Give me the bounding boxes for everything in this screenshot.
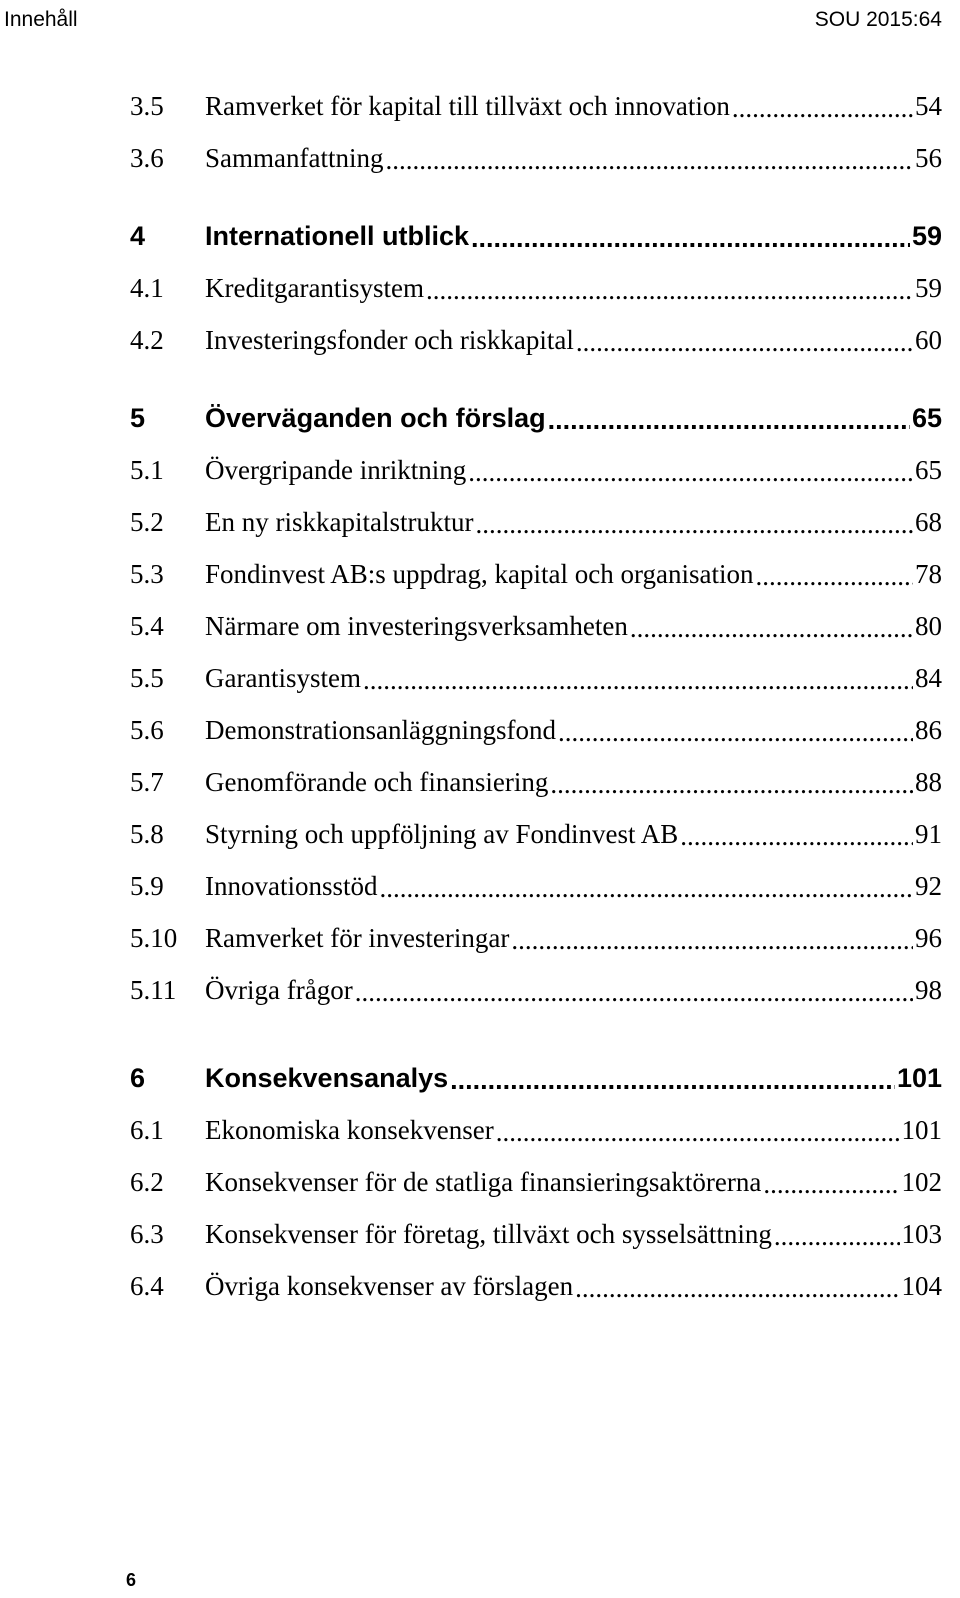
toc-entry-page: 101: [896, 1062, 942, 1093]
dot-leader: [426, 276, 913, 306]
toc-entry-number: 4.2: [130, 325, 164, 355]
toc-entry-title: Konsekvensanalys: [205, 1062, 449, 1093]
toc-section-entry[interactable]: [0, 132, 960, 184]
dot-leader: [548, 406, 910, 436]
toc-section-entry[interactable]: [0, 652, 960, 704]
toc-entry-page: 59: [915, 272, 942, 303]
toc-entry-title: Demonstrationsanläggningsfond: [205, 714, 556, 745]
toc-entry-page: 56: [915, 142, 942, 173]
dot-leader: [755, 562, 913, 592]
toc-entry-title: Övergripande inriktning: [205, 454, 467, 485]
toc-entry-page: 101: [901, 1114, 942, 1145]
toc-entry-page: 60: [915, 324, 942, 355]
toc-entry-page: 103: [901, 1218, 942, 1249]
toc-section-entry[interactable]: [0, 964, 960, 1016]
dot-leader: [468, 458, 913, 488]
toc-entry-title: Konsekvenser för företag, tillväxt och sysselsättning: [205, 1218, 772, 1249]
toc-section-entry[interactable]: [0, 262, 960, 314]
toc-entry-number: 5.11: [130, 975, 177, 1005]
toc-entry-title: Konsekvenser för de statliga finansieringsaktörerna: [205, 1166, 762, 1197]
toc-entry-number: 5.8: [130, 819, 164, 849]
dot-leader: [575, 1274, 899, 1304]
toc-entry-number: 6: [130, 1063, 146, 1093]
toc-entry-title: Övriga konsekvenser av förslagen: [205, 1270, 574, 1301]
dot-leader: [355, 978, 913, 1008]
toc-section-entry[interactable]: [0, 808, 960, 860]
toc-section-entry[interactable]: [0, 1156, 960, 1208]
toc-chapter-entry[interactable]: [0, 1052, 960, 1104]
dot-leader: [774, 1222, 900, 1252]
toc-entry-title: Närmare om investeringsverksamheten: [205, 610, 628, 641]
toc-entry-number: 4: [130, 221, 146, 251]
toc-entry-number: 6.2: [130, 1167, 164, 1197]
toc-entry-title: Överväganden och förslag: [205, 402, 546, 433]
toc-entry-page: 59: [911, 220, 942, 251]
toc-entry-page: 102: [901, 1166, 942, 1197]
toc-entry-title: Ramverket för investeringar: [205, 922, 510, 953]
toc-entry-number: 5.10: [130, 923, 178, 953]
toc-entry-title: Övriga frågor: [205, 974, 353, 1005]
dot-leader: [680, 822, 913, 852]
toc-entry-page: 68: [915, 506, 942, 537]
toc-section-entry[interactable]: [0, 912, 960, 964]
toc-entry-title: Sammanfattning: [205, 142, 384, 173]
toc-entry-page: 54: [915, 90, 942, 121]
dot-leader: [732, 94, 913, 124]
toc-section-entry[interactable]: [0, 314, 960, 366]
toc-entry-title: Ramverket för kapital till tillväxt och innovation: [205, 90, 730, 121]
toc-entry-page: 91: [915, 818, 942, 849]
toc-section-entry[interactable]: [0, 860, 960, 912]
toc-entry-page: 96: [915, 922, 942, 953]
toc-entry-title: Styrning och uppföljning av Fondinvest AB: [205, 818, 679, 849]
toc-entry-title: Internationell utblick: [205, 220, 470, 251]
toc-section-entry[interactable]: [0, 600, 960, 652]
toc-entry-page: 84: [915, 662, 942, 693]
toc-section-entry[interactable]: [0, 1260, 960, 1312]
toc-entry-page: 88: [915, 766, 942, 797]
toc-entry-page: 86: [915, 714, 942, 745]
toc-entry-title: Genomförande och finansiering: [205, 766, 549, 797]
toc-section-entry[interactable]: [0, 444, 960, 496]
toc-entry-number: 5.3: [130, 559, 164, 589]
dot-leader: [385, 146, 913, 176]
running-header-report-id: SOU 2015:64: [814, 8, 942, 31]
toc-entry-title: Garantisystem: [205, 662, 361, 693]
toc-entry-number: 5.4: [130, 611, 164, 641]
toc-entry-number: 6.4: [130, 1271, 164, 1301]
dot-leader: [496, 1118, 900, 1148]
toc-section-entry[interactable]: [0, 1208, 960, 1260]
toc-entry-number: 6.1: [130, 1115, 164, 1145]
toc-entry-page: 92: [915, 870, 942, 901]
toc-entry-number: 5.9: [130, 871, 164, 901]
dot-leader: [380, 874, 914, 904]
toc-entry-page: 78: [915, 558, 942, 589]
toc-entry-number: 3.5: [130, 91, 164, 121]
toc-section-entry[interactable]: [0, 1104, 960, 1156]
toc-entry-title: Ekonomiska konsekvenser: [205, 1114, 494, 1145]
dot-leader: [450, 1066, 895, 1096]
dot-leader: [576, 328, 913, 358]
toc-section-entry[interactable]: [0, 756, 960, 808]
toc-entry-title: Innovationsstöd: [205, 870, 378, 901]
toc-entry-number: 4.1: [130, 273, 164, 303]
toc-entry-page: 65: [915, 454, 942, 485]
toc-entry-title: Fondinvest AB:s uppdrag, kapital och organisation: [205, 558, 754, 589]
dot-leader: [630, 614, 913, 644]
toc-entry-number: 5: [130, 403, 146, 433]
toc-entry-number: 5.6: [130, 715, 164, 745]
toc-section-entry[interactable]: [0, 80, 960, 132]
toc-section-entry[interactable]: [0, 704, 960, 756]
running-header-section: Innehåll: [4, 8, 78, 31]
toc-entry-page: 104: [901, 1270, 942, 1301]
dot-leader: [558, 718, 913, 748]
toc-entry-number: 6.3: [130, 1219, 164, 1249]
toc-entry-number: 5.5: [130, 663, 164, 693]
toc-entry-number: 5.2: [130, 507, 164, 537]
toc-entry-number: 5.1: [130, 455, 164, 485]
toc-entry-number: 3.6: [130, 143, 164, 173]
toc-entry-page: 98: [915, 974, 942, 1005]
dot-leader: [363, 666, 913, 696]
toc-entry-title: En ny riskkapitalstruktur: [205, 506, 474, 537]
toc-entry-page: 80: [915, 610, 942, 641]
dot-leader: [471, 224, 910, 254]
toc-section-entry[interactable]: [0, 496, 960, 548]
toc-entry-number: 5.7: [130, 767, 164, 797]
dot-leader: [475, 510, 913, 540]
dot-leader: [511, 926, 913, 956]
toc-entry-title: Investeringsfonder och riskkapital: [205, 324, 574, 355]
toc-section-entry[interactable]: [0, 548, 960, 600]
toc-chapter-entry[interactable]: [0, 392, 960, 444]
page-number: 6: [126, 1570, 137, 1590]
toc-chapter-entry[interactable]: [0, 210, 960, 262]
toc-entry-page: 65: [911, 402, 942, 433]
toc-entry-title: Kreditgarantisystem: [205, 272, 424, 303]
dot-leader: [550, 770, 913, 800]
dot-leader: [763, 1170, 899, 1200]
